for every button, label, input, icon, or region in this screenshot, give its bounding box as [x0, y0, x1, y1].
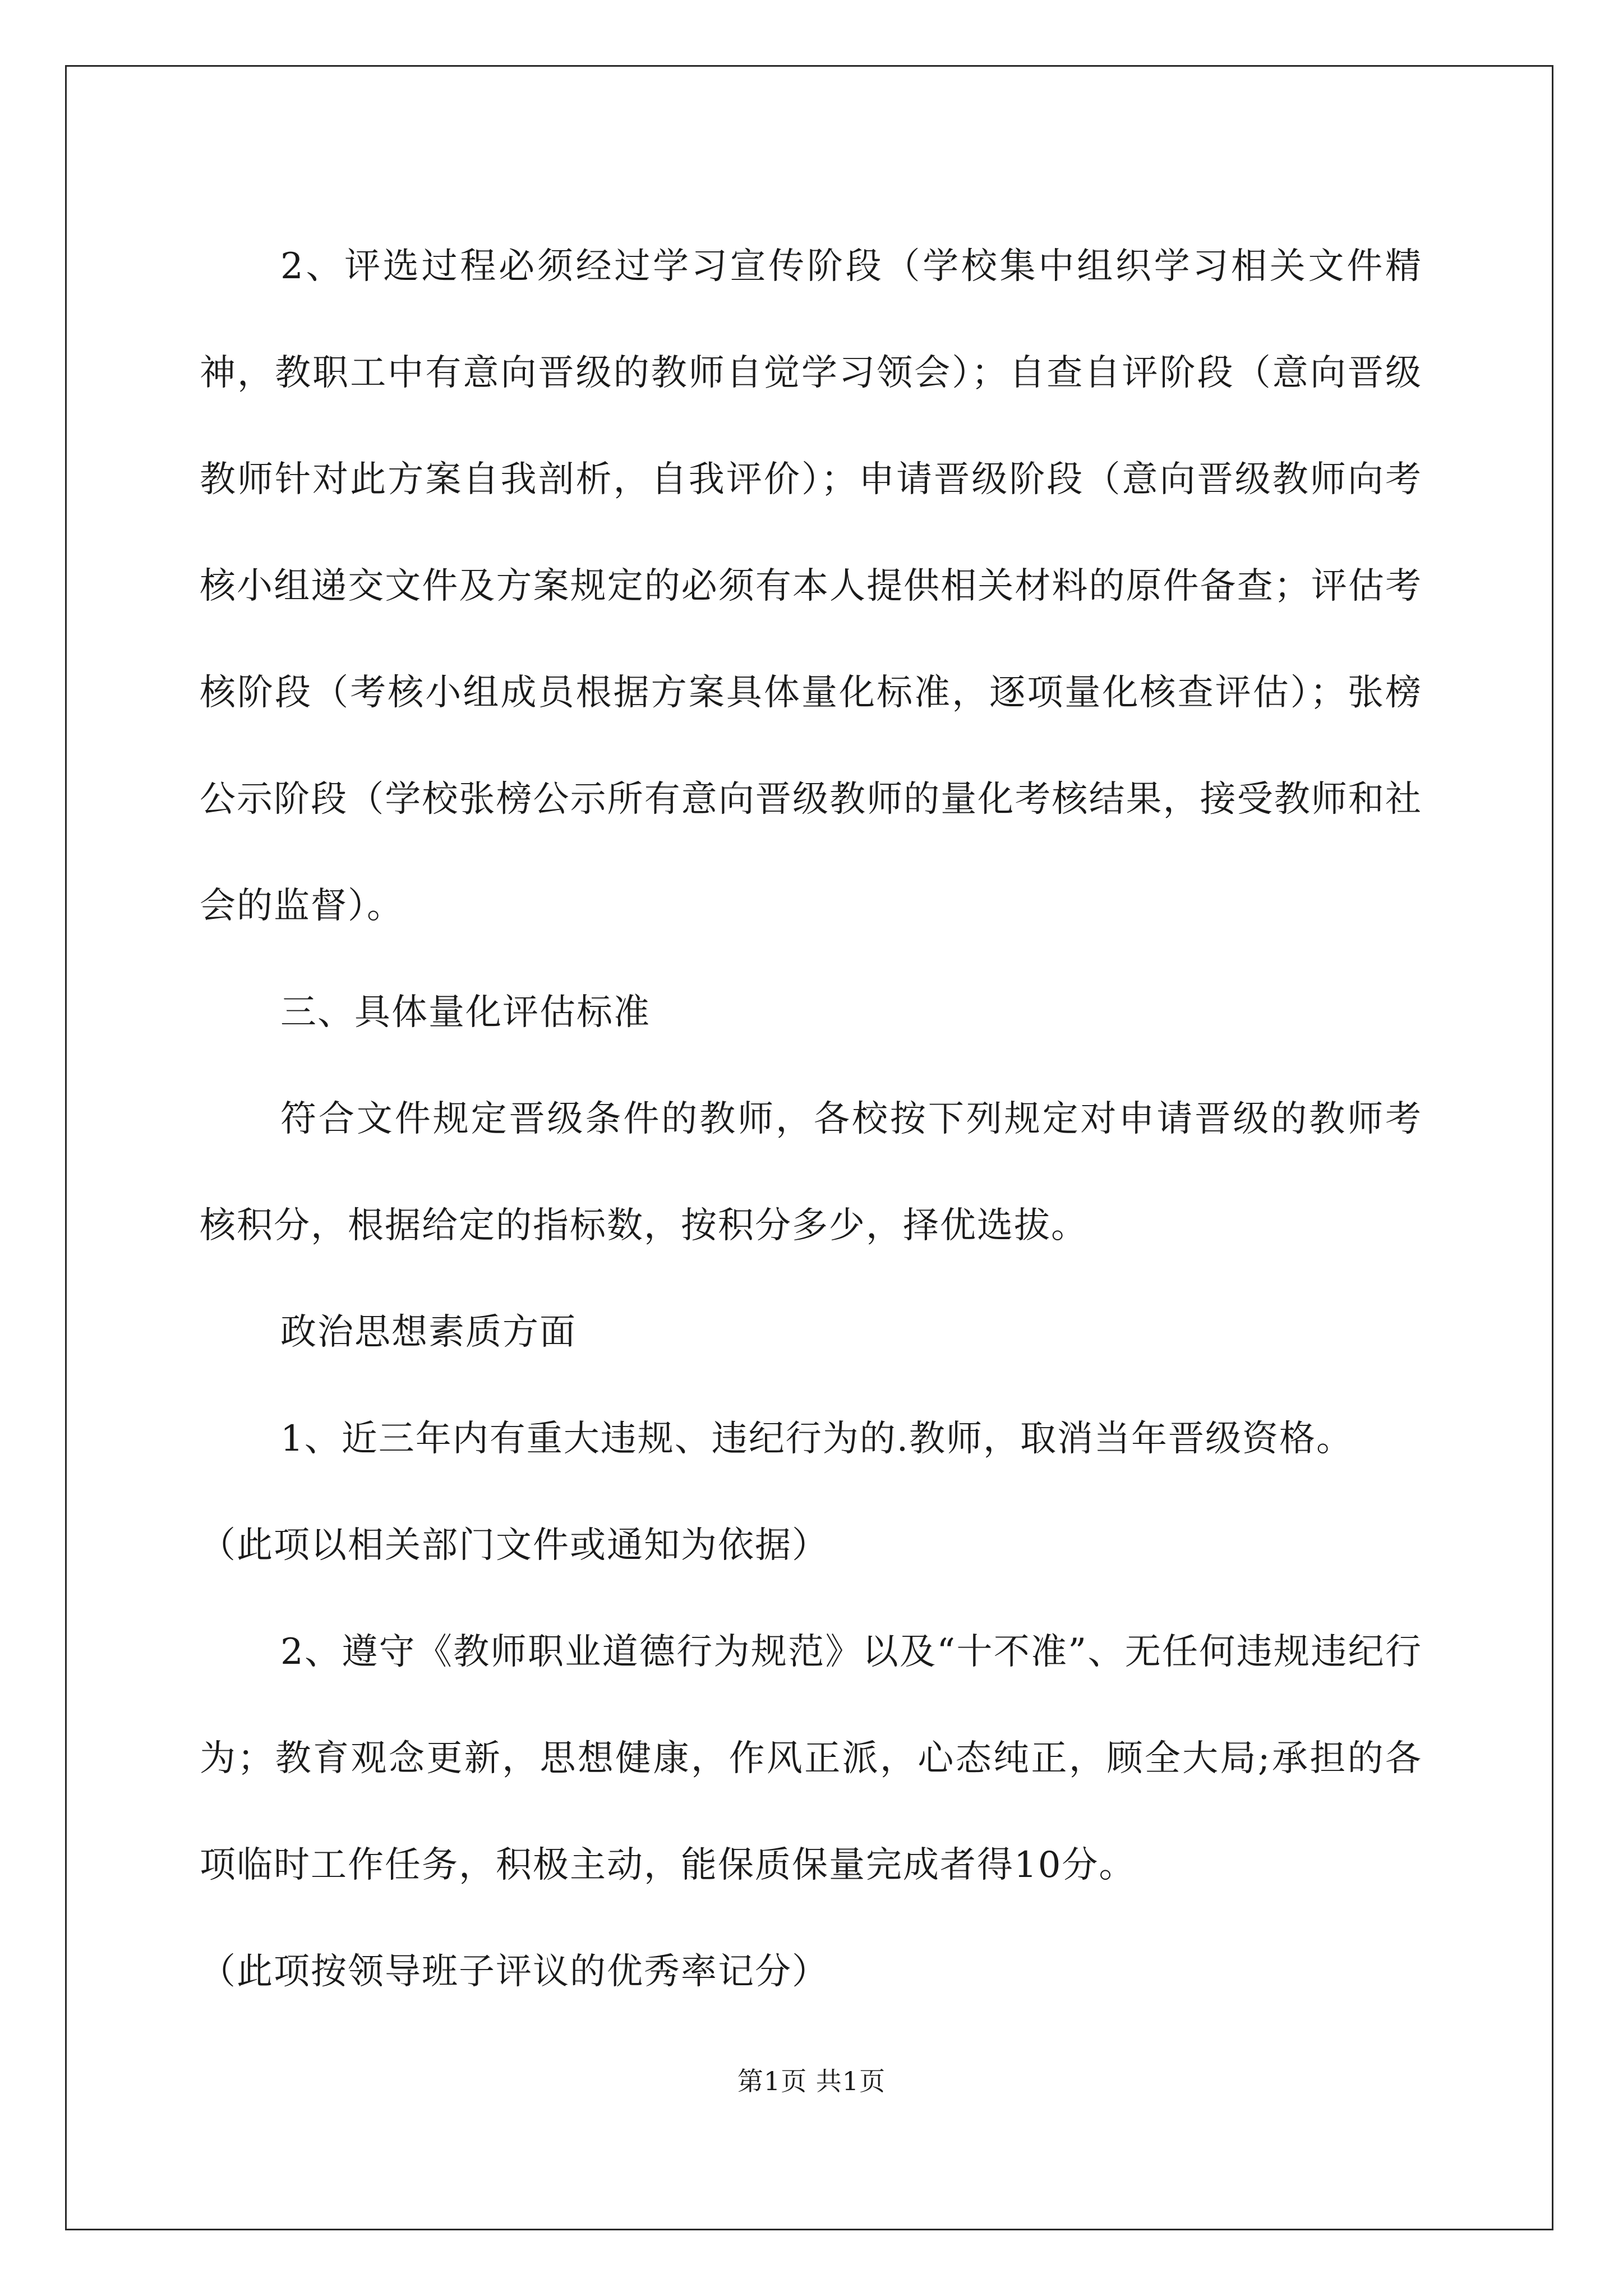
page-number-footer: 第1页 共1页 — [737, 2066, 886, 2096]
paragraph-item-2-note: （此项按领导班子评议的优秀率记分） — [200, 1951, 829, 1993]
subheading-political-quality: 政治思想素质方面 — [280, 1312, 577, 1353]
section-heading-quantitative-standards: 三、具体量化评估标准 — [280, 992, 651, 1033]
document-body — [200, 213, 1422, 2025]
paragraph-item-1: 1、近三年内有重大违规、违纪行为的.教师，取消当年晋级资格。 — [280, 1418, 1354, 1460]
paragraph-item-1-note: （此项以相关部门文件或通知为依据） — [200, 1525, 829, 1566]
paragraph-eligibility-scoring: 符合文件规定晋级条件的教师，各校按下列规定对申请晋级的教师考核积分，根据给定的指标数，按积分多少，择优选拔。 — [200, 1098, 1422, 1246]
paragraph-evaluation-process: 2、评选过程必须经过学习宣传阶段（学校集中组织学习相关文件精神，教职工中有意向晋级的教师自觉学习领会）；自查自评阶段（意向晋级教师针对此方案自我剖析，自我评价）；申请晋级阶段（意向晋级教师向考核小组递交文件及方案规定的必须有本人提供相关材料的原件备查；评估考核阶段（考核小组成员根据方案具体量化标准，逐项量化核查评估）；张榜公示阶段（学校张榜公示所有意向晋级教师的量化考核结果，接受教师和社会的监督）。 — [200, 246, 1422, 927]
paragraph-item-2: 2、遵守《教师职业道德行为规范》以及“十不准”、无任何违规违纪行为；教育观念更新，思想健康，作风正派，心态纯正，顾全大局;承担的各项临时工作任务，积极主动，能保质保量完成者得10分。 — [200, 1631, 1422, 1886]
